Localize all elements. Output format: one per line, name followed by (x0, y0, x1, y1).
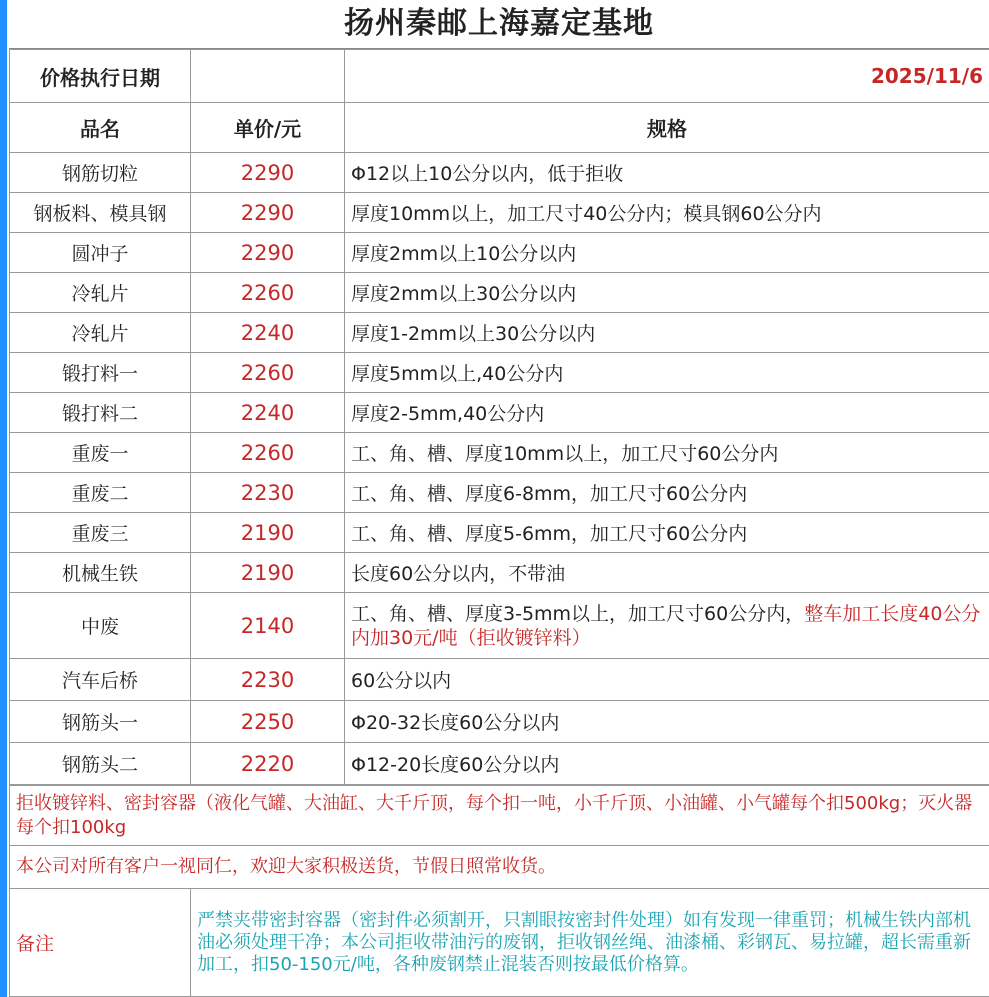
item-name: 锻打料一 (10, 353, 191, 393)
item-name: 汽车后桥 (10, 659, 191, 701)
item-name: 重废一 (10, 433, 191, 473)
table-row (10, 353, 989, 393)
item-price: 2220 (191, 743, 345, 785)
item-price: 2260 (191, 353, 345, 393)
table-row (10, 153, 989, 193)
item-spec (345, 593, 989, 659)
item-price: 2290 (191, 153, 345, 193)
date-value: 2025/11/6 (345, 50, 989, 103)
table-row (10, 393, 989, 433)
table-row (10, 433, 989, 473)
item-name: 钢板料、模具钢 (10, 193, 191, 233)
date-empty-cell (191, 50, 345, 103)
item-name: 钢筋头二 (10, 743, 191, 785)
item-spec (345, 659, 989, 701)
item-spec-text: Φ20-32长度60公分以内 (351, 712, 560, 734)
table-row (10, 513, 989, 553)
item-price: 2140 (191, 593, 345, 659)
notice-reject: 拒收镀锌料、密封容器（液化气罐、大油缸、大千斤顶，每个扣一吨，小千斤顶、小油罐、小气罐每个扣500kg；灭火器每个扣100kg (10, 786, 989, 846)
item-spec-text: 长度60公分以内，不带油 (351, 563, 566, 585)
sheet-title: 扬州秦邮上海嘉定基地 (9, 0, 989, 49)
item-spec (345, 153, 989, 193)
header-row (10, 103, 989, 153)
left-accent-bar (0, 0, 7, 997)
item-spec-text: 60公分以内 (351, 670, 452, 692)
item-spec-text: 工、角、槽、厚度6-8mm，加工尺寸60公分内 (351, 483, 748, 505)
item-name: 重废二 (10, 473, 191, 513)
item-name: 冷轧片 (10, 313, 191, 353)
item-spec (345, 393, 989, 433)
item-spec (345, 433, 989, 473)
item-price: 2260 (191, 433, 345, 473)
price-sheet (9, 0, 989, 997)
notes-table (9, 785, 989, 997)
item-spec-text: 厚度10mm以上，加工尺寸40公分内；模具钢60公分内 (351, 203, 822, 225)
price-table (9, 49, 989, 785)
item-price: 2240 (191, 393, 345, 433)
item-price: 2230 (191, 659, 345, 701)
item-spec (345, 553, 989, 593)
item-spec-text: 厚度5mm以上,40公分内 (351, 363, 564, 385)
item-spec (345, 513, 989, 553)
item-price: 2290 (191, 233, 345, 273)
item-name: 冷轧片 (10, 273, 191, 313)
item-spec (345, 193, 989, 233)
table-row (10, 193, 989, 233)
item-price: 2190 (191, 513, 345, 553)
table-row (10, 313, 989, 353)
item-spec-text: 厚度2mm以上10公分以内 (351, 243, 577, 265)
date-label: 价格执行日期 (10, 50, 191, 103)
item-spec (345, 273, 989, 313)
notice-row-1 (10, 786, 989, 846)
table-row (10, 273, 989, 313)
item-spec-text: 厚度1-2mm以上30公分以内 (351, 323, 596, 345)
item-spec-highlight: 整车加工长度40公分内加30元/吨（拒收镀锌料） (351, 602, 981, 649)
notice-welcome: 本公司对所有客户一视同仁，欢迎大家积极送货，节假日照常收货。 (10, 846, 989, 889)
remarks-text: 严禁夹带密封容器（密封件必须割开，只割眼按密封件处理）如有发现一律重罚；机械生铁内部机油必须处理干净；本公司拒收带油污的废钢，拒收钢丝绳、油漆桶、彩钢瓦、易拉罐，超长需重新加工，扣50-150元/吨，各种废钢禁止混装否则按最低价格算。 (191, 889, 989, 997)
table-row (10, 473, 989, 513)
item-spec-text: 厚度2-5mm,40公分内 (351, 403, 545, 425)
header-spec: 规格 (345, 103, 989, 153)
item-spec (345, 233, 989, 273)
table-row (10, 743, 989, 785)
table-row (10, 701, 989, 743)
item-name: 钢筋头一 (10, 701, 191, 743)
item-name: 机械生铁 (10, 553, 191, 593)
item-spec-text: 工、角、槽、厚度3-5mm以上，加工尺寸60公分内， (351, 602, 805, 625)
item-price: 2250 (191, 701, 345, 743)
item-spec-text: 工、角、槽、厚度10mm以上，加工尺寸60公分内 (351, 443, 779, 465)
remarks-label: 备注 (10, 889, 191, 997)
item-price: 2190 (191, 553, 345, 593)
item-price: 2290 (191, 193, 345, 233)
table-row (10, 553, 989, 593)
item-spec (345, 473, 989, 513)
item-price: 2260 (191, 273, 345, 313)
item-spec (345, 701, 989, 743)
item-spec-text: Φ12-20长度60公分以内 (351, 754, 560, 776)
item-price: 2240 (191, 313, 345, 353)
item-spec-text: Φ12以上10公分以内，低于拒收 (351, 163, 624, 185)
table-row (10, 659, 989, 701)
item-spec (345, 313, 989, 353)
item-name: 重废三 (10, 513, 191, 553)
item-spec (345, 743, 989, 785)
header-name: 品名 (10, 103, 191, 153)
item-name: 钢筋切粒 (10, 153, 191, 193)
date-row (10, 50, 989, 103)
header-price: 单价/元 (191, 103, 345, 153)
notice-row-2 (10, 846, 989, 889)
item-name: 圆冲子 (10, 233, 191, 273)
item-spec (345, 353, 989, 393)
item-spec-text: 厚度2mm以上30公分以内 (351, 283, 577, 305)
item-spec-text: 工、角、槽、厚度5-6mm，加工尺寸60公分内 (351, 523, 748, 545)
item-name: 锻打料二 (10, 393, 191, 433)
table-row (10, 593, 989, 659)
item-name: 中废 (10, 593, 191, 659)
table-row (10, 233, 989, 273)
item-price: 2230 (191, 473, 345, 513)
remarks-row (10, 889, 989, 997)
